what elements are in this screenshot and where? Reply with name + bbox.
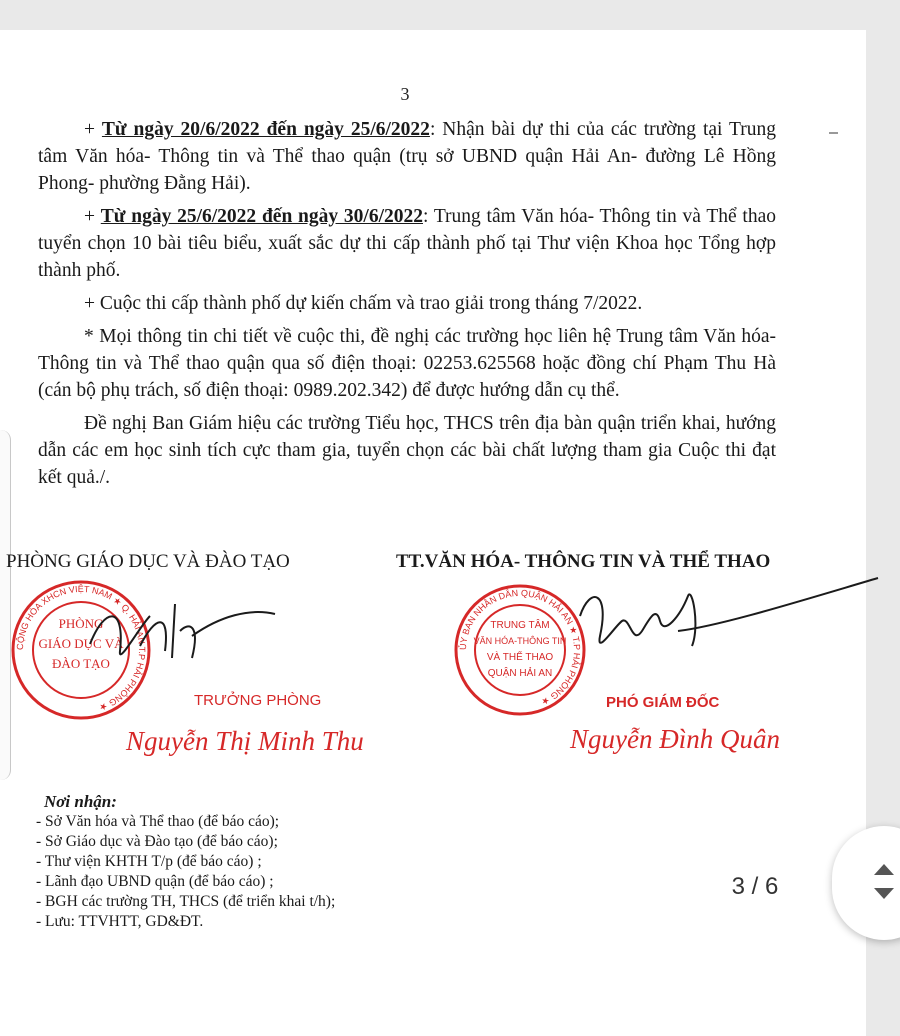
recipients-block bbox=[36, 792, 335, 932]
date-range-1: Từ ngày 20/6/2022 đến ngày 25/6/2022 bbox=[101, 119, 430, 140]
left-signer-name: Nguyễn Thị Minh Thu bbox=[126, 726, 364, 756]
list-item: - Lãnh đạo UBND quận (để báo cáo) ; bbox=[36, 873, 274, 890]
date-range-2: Từ ngày 25/6/2022 đến ngày 30/6/2022 bbox=[100, 206, 423, 227]
right-signature-heading: TT.VĂN HÓA- THÔNG TIN VÀ THỂ THAO bbox=[396, 551, 771, 572]
down-arrow-icon[interactable] bbox=[874, 888, 894, 899]
seal-text-line: QUẬN HẢI AN bbox=[487, 668, 553, 679]
left-signer-title: TRƯỞNG PHÒNG bbox=[194, 692, 322, 709]
paragraph-3: + Cuộc thi cấp thành phố dự kiến chấm và trao giải trong tháng 7/2022. bbox=[84, 293, 643, 314]
list-item: - Lưu: TTVHTT, GD&ĐT. bbox=[36, 913, 204, 930]
seal-text-line: VÀ THỂ THAO bbox=[486, 652, 554, 663]
list-item: - Sở Văn hóa và Thể thao (để báo cáo); bbox=[36, 813, 280, 830]
recipients-title: Nơi nhận: bbox=[44, 792, 117, 811]
seal-text-line: TRUNG TÂM bbox=[490, 620, 550, 631]
seal-text-line: GIÁO DỤC VÀ bbox=[38, 636, 124, 651]
seal-text-line: PHÒNG bbox=[58, 616, 104, 631]
paragraph-2: + Từ ngày 25/6/2022 đến ngày 30/6/2022: Trung tâm Văn hóa- Thông tin và Thể thao tuyển chọn 10 bài tiêu biểu, xuất sắc dự thi cấp thành phố tại Thư viện Khoa học Tổng hợp thành phố. bbox=[38, 206, 776, 281]
list-item: - BGH các trường TH, THCS (để triển khai t/h); bbox=[36, 893, 336, 910]
right-signer-title: PHÓ GIÁM ĐỐC bbox=[606, 694, 720, 711]
paragraph-4: * Mọi thông tin chi tiết về cuộc thi, đề nghị các trường học liên hệ Trung tâm Văn hóa- Thông tin và Thể thao quận qua số điện thoại: 02253.625568 hoặc đồng chí Phạm Thu Hà (cán bộ phụ trách, số điện thoại: 0989.202.342) để được hướng dẫn cụ thể. bbox=[38, 326, 776, 401]
right-signer-name: Nguyễn Đình Quân bbox=[570, 724, 780, 754]
right-handwritten-signature bbox=[560, 576, 880, 676]
seal-text-line: VĂN HÓA-THÔNG TIN bbox=[473, 636, 567, 646]
seal-ring-text: ỦY BAN NHÂN DÂN QUẬN HẢI AN ★ T.P HẢI PHÒNG ★ bbox=[457, 587, 583, 708]
dash-mark bbox=[829, 132, 838, 134]
list-item: - Sở Giáo dục và Đào tạo (để báo cáo); bbox=[36, 833, 278, 850]
list-item: - Thư viện KHTH T/p (để báo cáo) ; bbox=[36, 853, 262, 870]
left-handwritten-signature bbox=[80, 596, 280, 676]
document-body bbox=[38, 116, 776, 497]
seal-text-line: ĐÀO TẠO bbox=[52, 656, 110, 671]
page-number: 3 bbox=[400, 84, 410, 104]
page-indicator: 3 / 6 bbox=[731, 873, 779, 900]
up-arrow-icon[interactable] bbox=[874, 864, 894, 875]
seal-ring-text: CỘNG HÒA XHCN VIỆT NAM ★ Q. HẢI AN T.P HẢI PHÒNG ★ bbox=[14, 583, 148, 713]
recipients-list bbox=[36, 812, 335, 932]
paragraph-1: + Từ ngày 20/6/2022 đến ngày 25/6/2022: Nhận bài dự thi của các trường tại Trung tâm Văn hóa- Thông tin và Thể thao quận (trụ sở UBND quận Hải An- đường Lê Hồng Phong- phường Đằng Hải). bbox=[38, 119, 777, 194]
paragraph-5: Đề nghị Ban Giám hiệu các trường Tiểu học, THCS trên địa bàn quận triển khai, hướng dẫn các em học sinh tích cực tham gia, tuyển chọn các bài chất lượng tham gia Cuộc thi đạt kết quả./. bbox=[38, 413, 776, 488]
left-signature-heading: PHÒNG GIÁO DỤC VÀ ĐÀO TẠO bbox=[6, 551, 290, 572]
